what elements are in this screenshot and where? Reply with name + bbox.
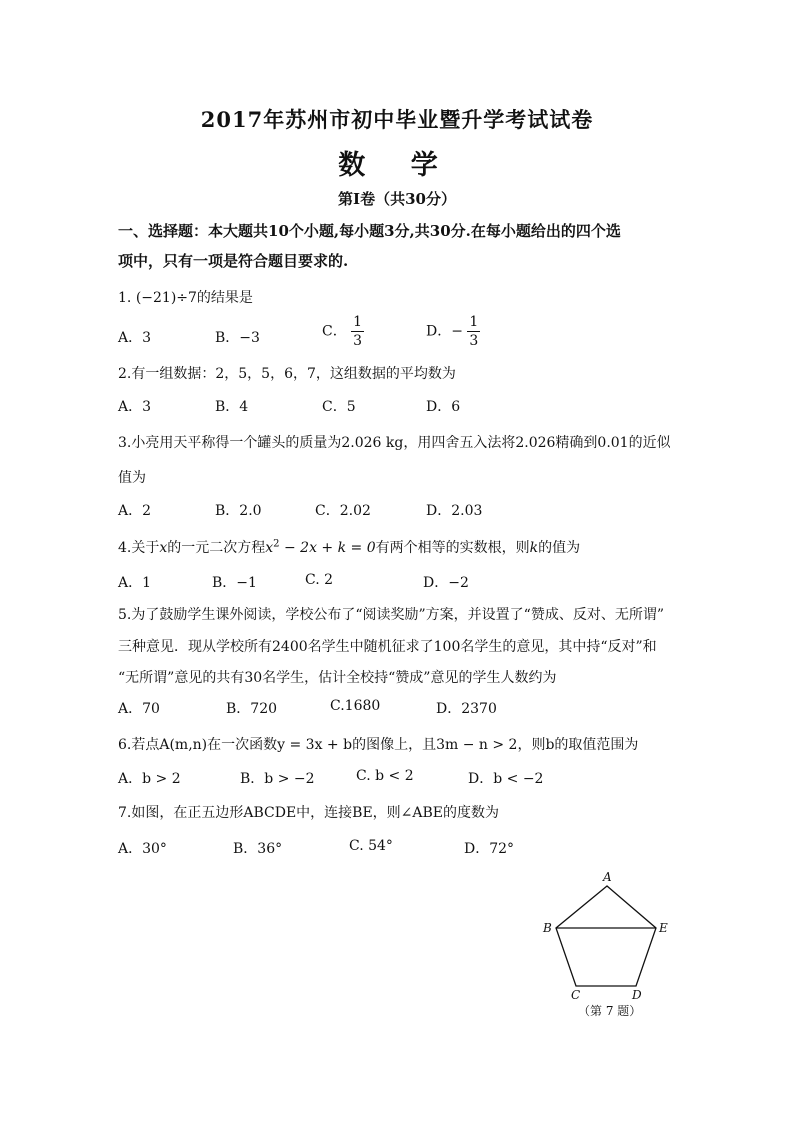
question-3-option-a: A．2 [118,503,152,519]
question-1-stem: 1. (−21)÷7的结果是 [118,290,253,306]
question-6-option-b: B．b > −2 [240,771,315,787]
question-7-option-a: A．30° [118,841,167,857]
subject-title: 数 学 [338,150,456,181]
question-4-option-d: D．−2 [423,575,469,591]
volume-heading: 第Ⅰ卷（共30分） [338,190,456,208]
question-5-option-d: D．2370 [436,701,497,717]
pentagon-figure [530,872,680,1022]
question-5-stem-line3: “无所谓”意见的共有30名学生，估计全校持“赞成”意见的学生人数约为 [118,670,557,686]
question-3-stem-line1: 3.小亮用天平称得一个罐头的质量为2.026 kg，用四舍五入法将2.026精确到0.01的近似 [118,435,671,451]
section-instruction-line1: 一、选择题：本大题共10个小题,每小题3分,共30分.在每小题给出的四个选 [118,222,621,240]
pentagon-abcde [556,886,656,986]
vertex-label-b: B [543,921,552,935]
question-5-stem-line2: 三种意见．现从学校所有2400名学生中随机征求了100名学生的意见，其中持“反对”和 [118,639,657,655]
question-6-stem: 6.若点A(m,n)在一次函数y = 3x + b的图像上，且3m − n > 2，则b的取值范围为 [118,737,639,753]
question-7-option-b: B．36° [233,841,283,857]
question-5-option-c: C.1680 [330,698,381,714]
question-2-option-b: B．4 [215,399,249,415]
figure-caption: （第 7 题） [578,1004,642,1018]
fraction-one-third: $\frac{1}{3}$ [353,314,363,349]
exam-title: 2017年苏州市初中毕业暨升学考试试卷 [200,107,594,132]
question-1-option-b: B．−3 [215,330,260,346]
question-7-stem: 7.如图，在正五边形ABCDE中，连接BE，则∠ABE的度数为 [118,805,500,821]
vertex-label-a: A [603,870,612,884]
question-7-option-d: D．72° [464,841,515,857]
question-3-option-c: C．2.02 [315,503,371,519]
question-6-option-d: D．b < −2 [468,771,544,787]
vertex-label-e: E [659,921,668,935]
question-7-option-c: C. 54° [349,838,393,854]
question-2-option-a: A．3 [118,399,152,415]
pentagon-diagram [530,872,680,1022]
fraction-one-third-negative: $\frac{1}{3}$ [469,314,479,349]
question-3-option-d: D．2.03 [426,503,483,519]
question-1-option-d: D．− $\frac{1}{3}$ [426,314,479,349]
question-5-option-b: B．720 [226,701,278,717]
question-5-option-a: A．70 [118,701,160,717]
question-1-option-c: C． $\frac{1}{3}$ [322,314,363,349]
question-2-stem: 2.有一组数据：2，5，5，6，7，这组数据的平均数为 [118,366,456,382]
vertex-label-d: D [632,988,642,1002]
question-4-option-a: A．1 [118,575,152,591]
question-5-stem-line1: 5.为了鼓励学生课外阅读，学校公布了“阅读奖励”方案，并设置了“赞成、反对、无所谓” [118,607,664,623]
question-1-option-a: A．3 [118,330,152,346]
section-instruction-line2: 项中，只有一项是符合题目要求的. [118,252,349,270]
question-6-option-a: A．b > 2 [118,771,181,787]
question-2-option-c: C．5 [322,399,356,415]
question-4-stem: 4.关于x的一元二次方程$x^2 - 2x + k = 0$有两个相等的实数根，则k的值为 [118,538,581,556]
question-3-stem-line2: 值为 [118,470,146,486]
question-4-option-b: B．−1 [212,575,257,591]
vertex-label-c: C [571,988,581,1002]
question-4-option-c: C. 2 [305,572,334,588]
question-6-option-c: C. b < 2 [356,768,414,784]
question-3-option-b: B．2.0 [215,503,262,519]
question-2-option-d: D．6 [426,399,461,415]
